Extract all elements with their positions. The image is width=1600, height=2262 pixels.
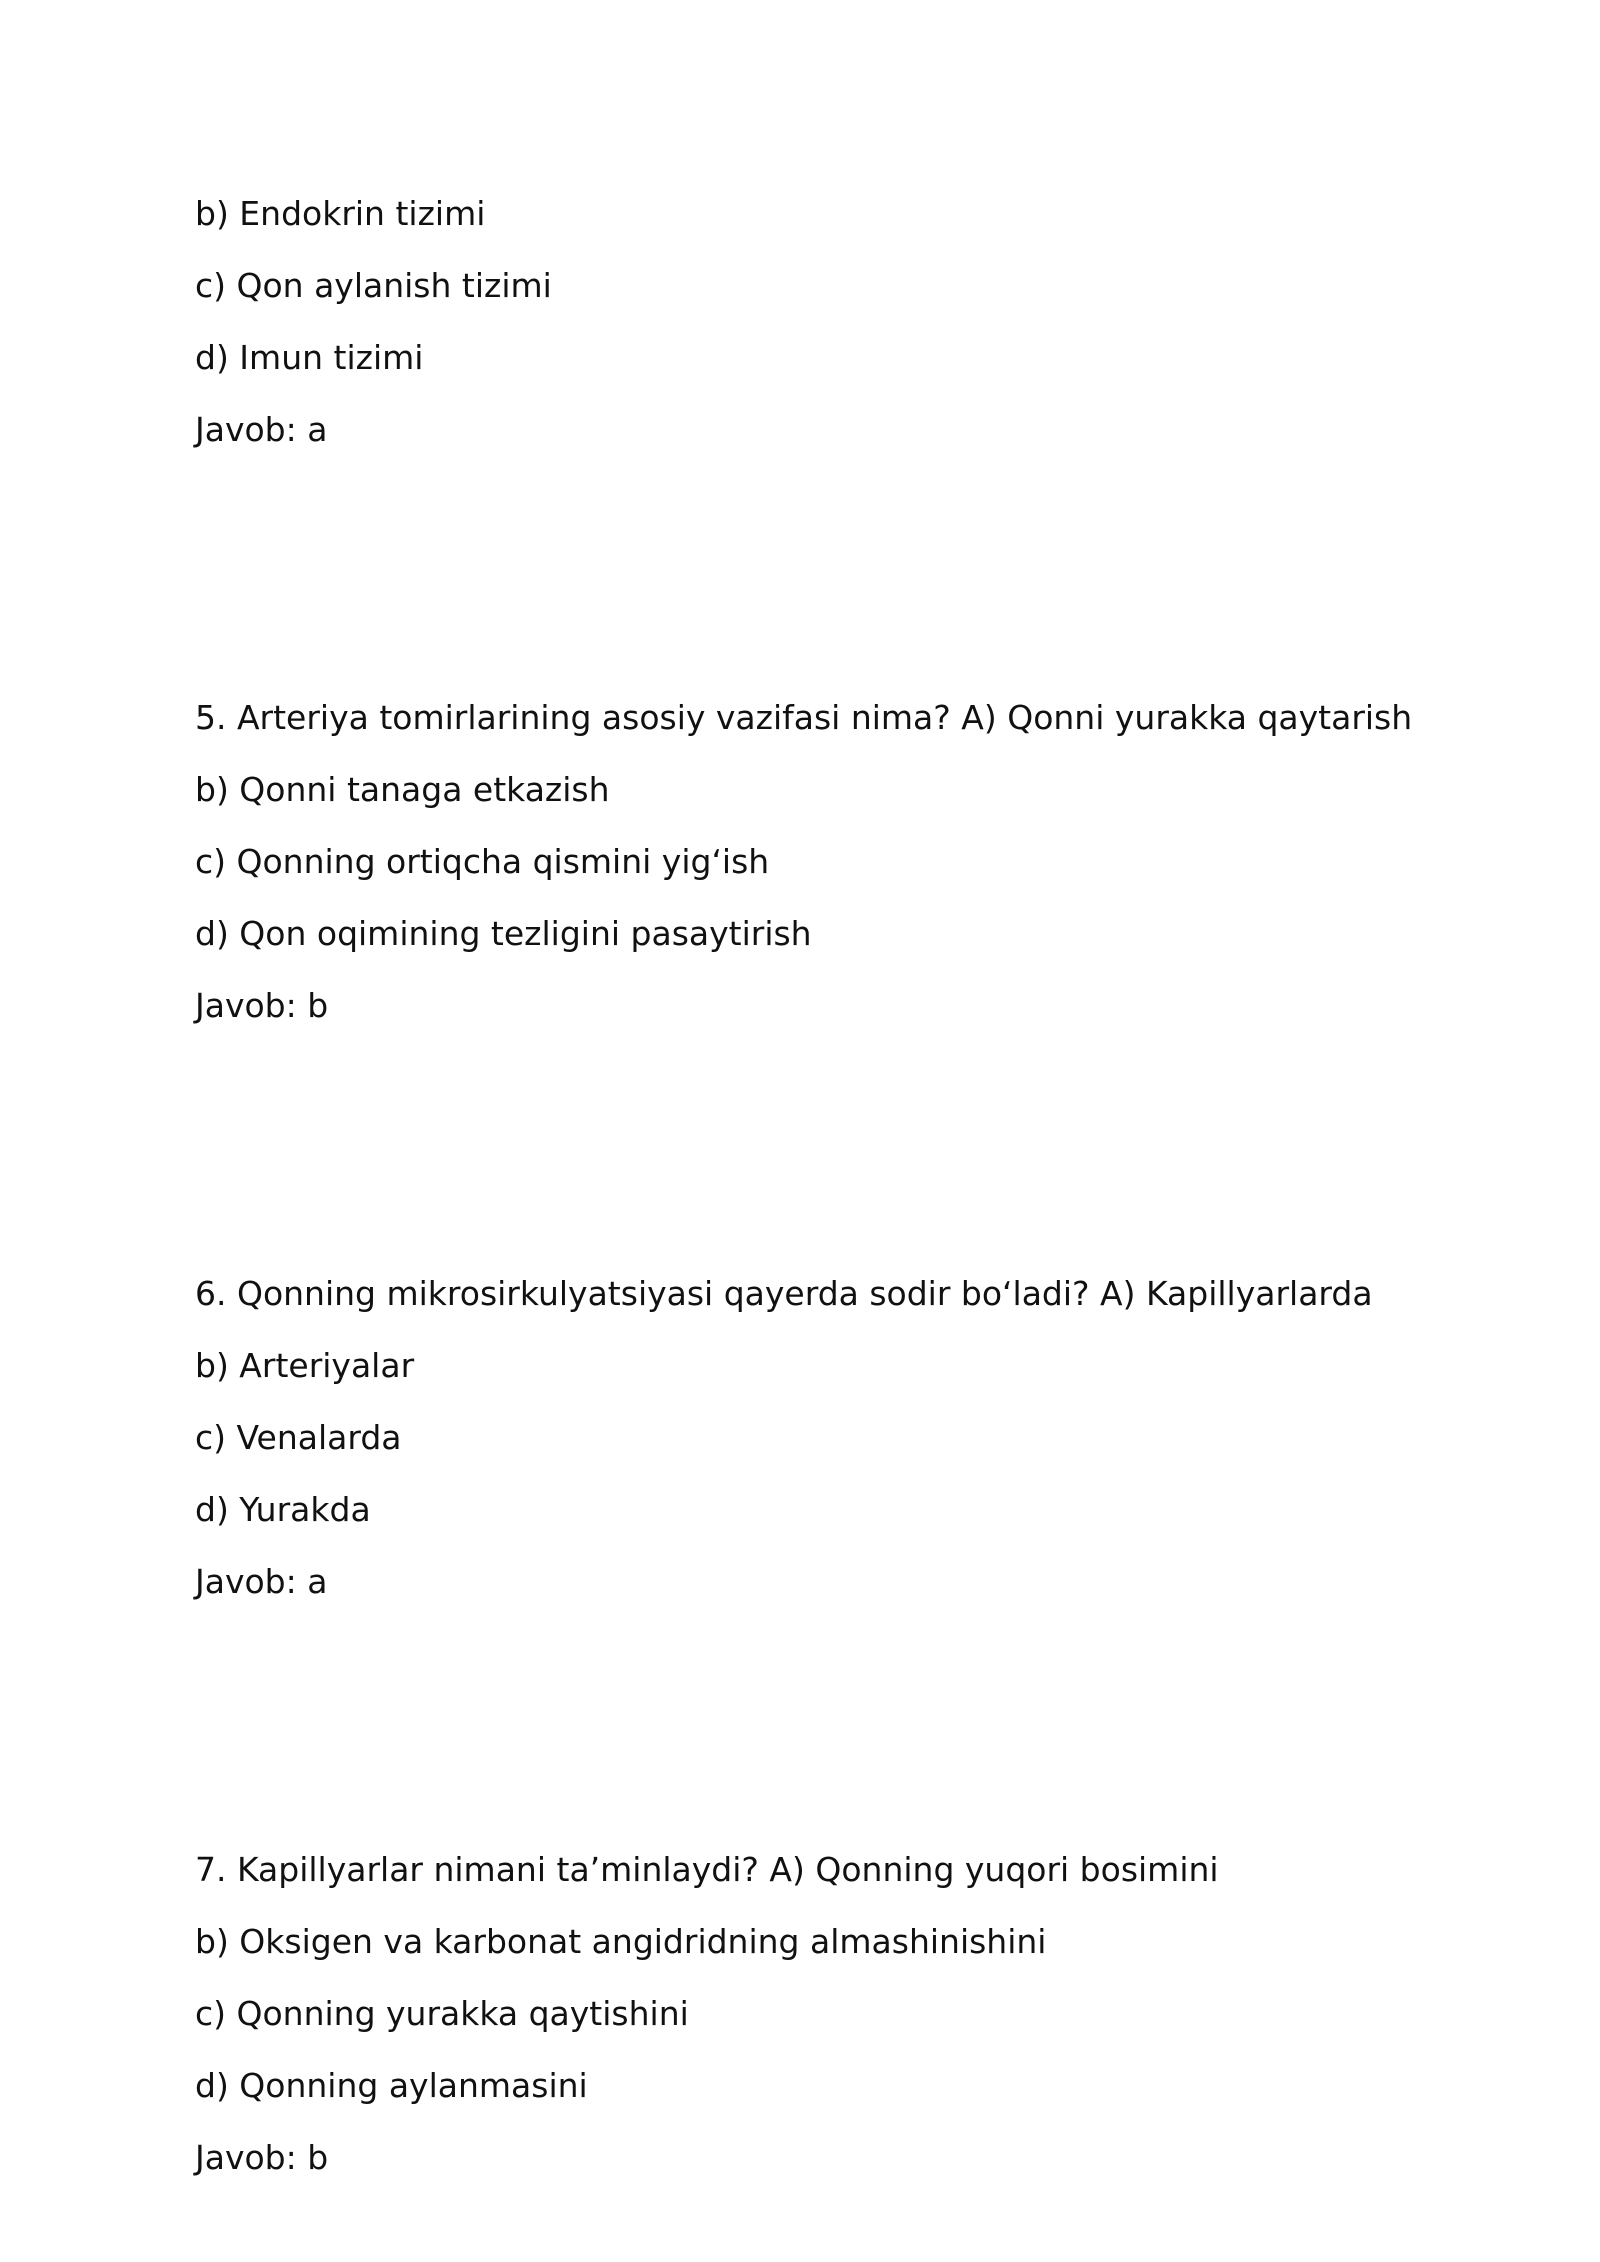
question-line: 6. Qonning mikrosirkulyatsiyasi qayerda sodir bo‘ladi? A) Kapillyarlarda (195, 1274, 1373, 1313)
question-block-4 (195, 192, 1475, 451)
quiz-content (195, 192, 1475, 2208)
option-line: b) Qonni tanaga etkazish (195, 770, 610, 809)
question-block-7 (195, 1848, 1475, 2179)
answer-line: Javob: b (195, 2138, 329, 2177)
spacer (195, 1056, 1475, 1272)
option-line: d) Imun tizimi (195, 338, 424, 377)
answer-line: Javob: a (195, 1562, 328, 1601)
question-block-5 (195, 696, 1475, 1027)
option-line: c) Qonning yurakka qaytishini (195, 1994, 689, 2033)
option-line: b) Oksigen va karbonat angidridning almashinishini (195, 1922, 1047, 1961)
option-line: d) Qon oqimining tezligini pasaytirish (195, 914, 812, 953)
question-block-6 (195, 1272, 1475, 1603)
spacer (195, 1632, 1475, 1848)
option-line: d) Qonning aylanmasini (195, 2066, 588, 2105)
option-line: c) Qonning ortiqcha qismini yig‘ish (195, 842, 770, 881)
option-line: c) Venalarda (195, 1418, 402, 1457)
spacer (195, 480, 1475, 696)
option-line: b) Endokrin tizimi (195, 194, 486, 233)
answer-line: Javob: a (195, 410, 328, 449)
question-line: 7. Kapillyarlar nimani ta’minlaydi? A) Qonning yuqori bosimini (195, 1850, 1219, 1889)
question-line: 5. Arteriya tomirlarining asosiy vazifasi nima? A) Qonni yurakka qaytarish (195, 698, 1413, 737)
option-line: d) Yurakda (195, 1490, 371, 1529)
option-line: c) Qon aylanish tizimi (195, 266, 552, 305)
option-line: b) Arteriyalar (195, 1346, 415, 1385)
answer-line: Javob: b (195, 986, 329, 1025)
